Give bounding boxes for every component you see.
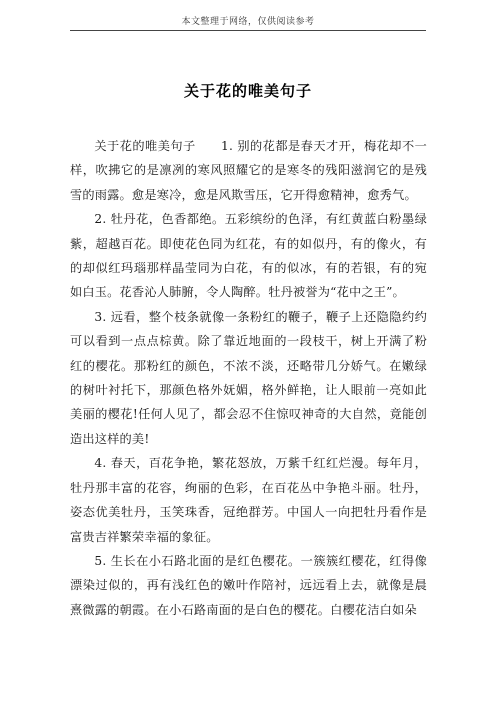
paragraph-4: 4. 春天，百花争艳，繁花怒放，万紫千红红烂漫。每年月，牡丹那丰富的花容，绚丽的色彩，在百花丛中争艳斗丽。牡丹，姿态优美牡丹，玉笑珠香，冠绝群芳。中国人一向把牡丹看作是富贵吉祥繁荣幸福的象征。 <box>70 456 427 544</box>
paragraph-1: 关于花的唯美句子 1. 别的花都是春天才开，梅花却不一样，吹拂它的是凛冽的寒风照耀它的是寒冬的残阳滋润它的是残雪的雨露。愈是寒冷，愈是风欺雪压，它开得愈精神，愈秀气。 <box>70 139 427 202</box>
document-body <box>70 134 427 622</box>
header-divider <box>70 30 426 31</box>
paragraph-5: 5. 生长在小石路北面的是红色樱花。一簇簇红樱花，红得像漂染过似的，再有浅红色的嫩叶作陪衬，远远看上去，就像是晨熹微露的朝霞。在小石路南面的是白色的樱花。白樱花洁白如朵 <box>70 553 427 617</box>
document-title: 关于花的唯美句子 <box>183 82 312 100</box>
paragraph-3: 3. 远看，整个枝条就像一条粉红的鞭子，鞭子上还隐隐约约可以看到一点点棕黄。除了靠近地面的一段枝干，树上开满了粉红的樱花。那粉红的颜色，不浓不淡，还略带几分娇气。在嫩绿的树叶衬托下，那颜色格外妩媚，格外鲜艳，让人眼前一亮如此美丽的樱花!任何人见了，都会忍不住惊叹神奇的大自然，竟能创造出这样的美! <box>70 309 427 446</box>
header-note: 本文整理于网络，仅供阅读参考 <box>181 17 315 27</box>
paragraph-2: 2. 牡丹花，色香都绝。五彩缤纷的色泽，有红黄蓝白粉墨绿紫，超越百花。即使花色同为红花，有的如似丹，有的像火，有的却似红玛瑙那样晶莹同为白花，有的似冰，有的若银，有的宛如白玉。花香沁人肺腑，令人陶醉。牡丹被誉为“花中之王”。 <box>70 212 427 300</box>
